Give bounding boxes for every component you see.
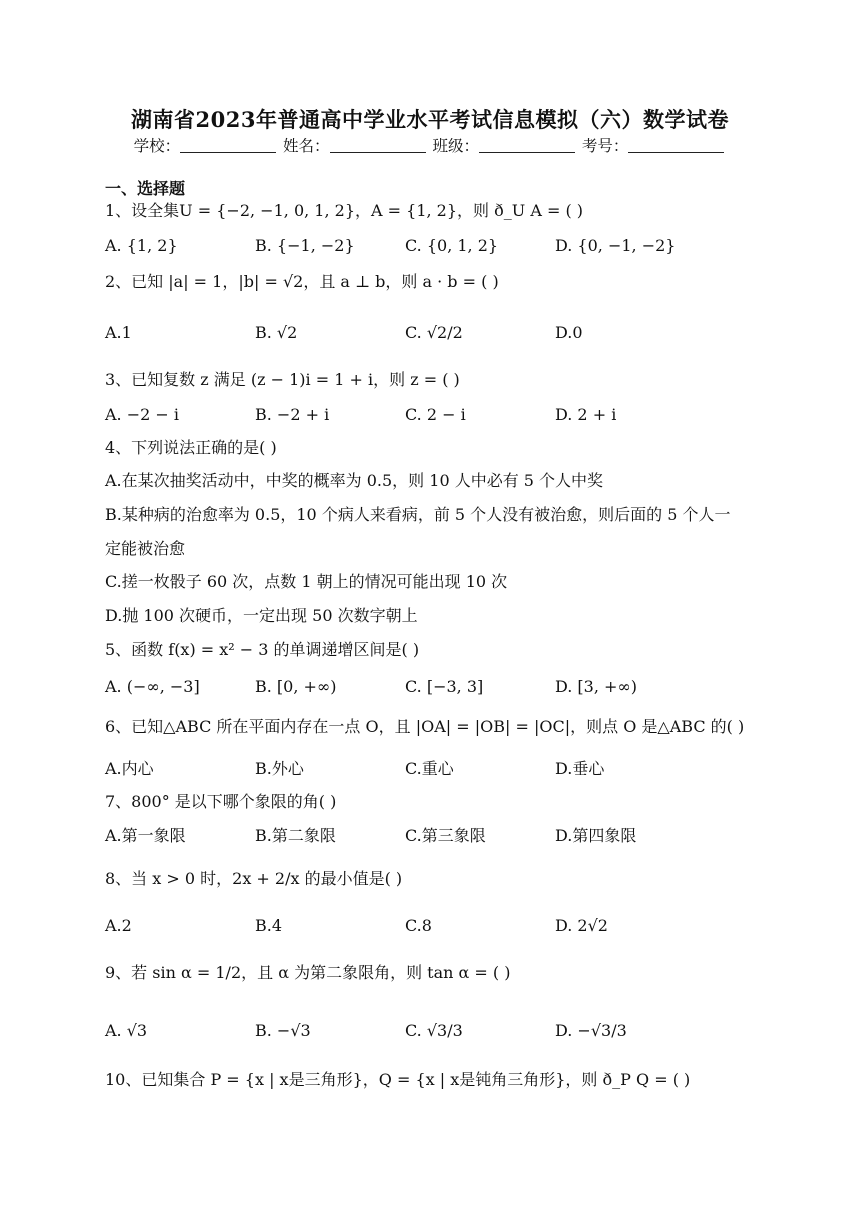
question-5-options bbox=[105, 676, 755, 702]
question-8-options bbox=[105, 915, 755, 941]
option-d: D.垂心 bbox=[555, 759, 605, 778]
question-3-stem: 3、已知复数 z 满足 (z − 1)i = 1 + i，则 z = ( ) bbox=[105, 370, 460, 389]
option-c: C. [−3, 3] bbox=[405, 677, 484, 696]
option-b: B.外心 bbox=[255, 759, 304, 778]
option-d: D.0 bbox=[555, 323, 583, 342]
school-label: 学校： bbox=[133, 137, 181, 155]
option-c: C.8 bbox=[405, 916, 432, 935]
option-b: B. −2 + i bbox=[255, 405, 330, 424]
question-9-options bbox=[105, 1020, 755, 1046]
option-b: B. {−1, −2} bbox=[255, 236, 355, 255]
page-title: 湖南省2023年普通高中学业水平考试信息模拟（六）数学试卷 bbox=[131, 107, 729, 132]
option-c: C. √2/2 bbox=[405, 323, 463, 342]
question-7-stem: 7、800° 是以下哪个象限的角( ) bbox=[105, 792, 337, 811]
class-blank[interactable] bbox=[479, 138, 575, 153]
option-d: D.第四象限 bbox=[555, 826, 637, 845]
question-4-line-2: B.某种病的治愈率为 0.5，10 个病人来看病，前 5 个人没有被治愈，则后面的 5 个人一 bbox=[105, 505, 731, 524]
name-label: 姓名： bbox=[283, 137, 330, 155]
option-c: C. 2 − i bbox=[405, 405, 466, 424]
option-b: B. [0, +∞) bbox=[255, 677, 337, 696]
question-4-line-3: 定能被治愈 bbox=[105, 539, 186, 558]
option-c: C. {0, 1, 2} bbox=[405, 236, 499, 255]
option-a: A. −2 − i bbox=[105, 405, 180, 424]
name-blank[interactable] bbox=[330, 138, 426, 153]
option-b: B.第二象限 bbox=[255, 826, 336, 845]
option-a: A.1 bbox=[105, 323, 132, 342]
question-7-options bbox=[105, 825, 755, 851]
option-a: A. √3 bbox=[105, 1021, 148, 1040]
id-blank[interactable] bbox=[628, 138, 724, 153]
option-a: A. {1, 2} bbox=[105, 236, 178, 255]
question-4-stem: 4、下列说法正确的是( ) bbox=[105, 438, 277, 457]
option-a: A. (−∞, −3] bbox=[105, 677, 200, 696]
question-4-line-5: D.抛 100 次硬币，一定出现 50 次数字朝上 bbox=[105, 606, 418, 625]
option-d: D. [3, +∞) bbox=[555, 677, 637, 696]
question-3-options bbox=[105, 404, 755, 430]
question-6-stem: 6、已知△ABC 所在平面内存在一点 O，且 |OA| = |OB| = |OC|，则点 O 是△ABC 的( ) bbox=[105, 717, 745, 736]
option-a: A.内心 bbox=[105, 759, 154, 778]
question-1-stem: 1、设全集U = {−2, −1, 0, 1, 2}，A = {1, 2}，则 ð_U A = ( ) bbox=[105, 201, 584, 220]
option-a: A.2 bbox=[105, 916, 132, 935]
question-10-stem: 10、已知集合 P = {x | x是三角形}，Q = {x | x是钝角三角形}，则 ð_P Q = ( ) bbox=[105, 1070, 691, 1089]
question-8-stem: 8、当 x > 0 时，2x + 2/x 的最小值是( ) bbox=[105, 869, 403, 888]
student-info-row bbox=[0, 134, 860, 156]
option-a: A.第一象限 bbox=[105, 826, 186, 845]
question-9-stem: 9、若 sin α = 1/2，且 α 为第二象限角，则 tan α = ( ) bbox=[105, 963, 511, 982]
option-c: C.第三象限 bbox=[405, 826, 486, 845]
question-2-options bbox=[105, 322, 755, 348]
question-4-line-4: C.搓一枚骰子 60 次，点数 1 朝上的情况可能出现 10 次 bbox=[105, 572, 508, 591]
option-c: C.重心 bbox=[405, 759, 454, 778]
section-title: 一、选择题 bbox=[105, 179, 186, 198]
id-label: 考号： bbox=[581, 137, 629, 155]
question-1-options bbox=[105, 235, 755, 261]
option-b: B. −√3 bbox=[255, 1021, 311, 1040]
question-5-stem: 5、函数 f(x) = x² − 3 的单调递增区间是( ) bbox=[105, 640, 420, 659]
school-blank[interactable] bbox=[180, 138, 276, 153]
question-2-stem: 2、已知 |a| = 1，|b| = √2，且 a ⊥ b，则 a · b = ( ) bbox=[105, 272, 499, 291]
option-b: B. √2 bbox=[255, 323, 298, 342]
question-4-line-1: A.在某次抽奖活动中，中奖的概率为 0.5，则 10 人中必有 5 个人中奖 bbox=[105, 471, 604, 490]
option-b: B.4 bbox=[255, 916, 283, 935]
option-c: C. √3/3 bbox=[405, 1021, 463, 1040]
option-d: D. 2 + i bbox=[555, 405, 617, 424]
option-d: D. 2√2 bbox=[555, 916, 608, 935]
class-label: 班级： bbox=[432, 137, 479, 155]
option-d: D. −√3/3 bbox=[555, 1021, 627, 1040]
question-6-options bbox=[105, 758, 755, 784]
option-d: D. {0, −1, −2} bbox=[555, 236, 676, 255]
